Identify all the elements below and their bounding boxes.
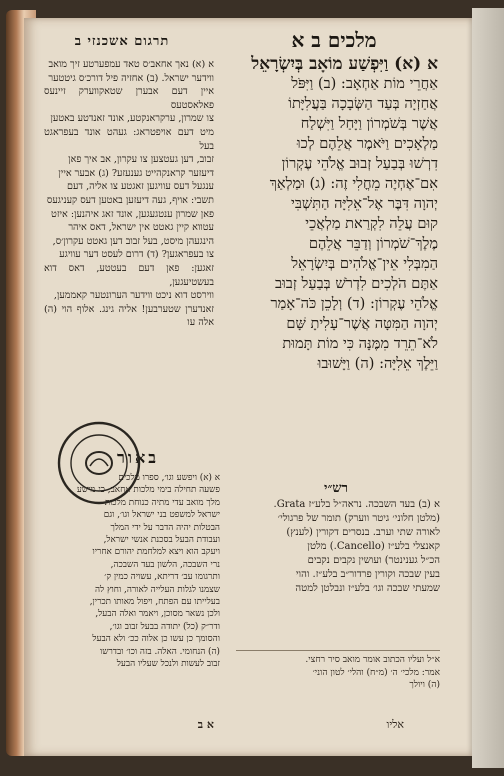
biur-line: נרי השבכה, הלשון בעד השבכה, [110,559,220,570]
footnote-block [236,650,440,692]
catchword: אליו [386,718,404,731]
main-text-line: אִם־אֶחְיֶה מֵחֳלִי זֶה: (ג) וּמַלְאַךְ [269,175,438,192]
biur-line: בעלייתו עם הפתח, ויפול מאותו תכרין, [89,597,220,608]
biur-line: והסומך כן עשו כן אלוה ככ׳ ולא הבעל [92,634,220,645]
biur-line: ודר״ק (כל) יתודה בבעל זבוב וגו׳, [109,621,220,632]
translation-line: תשבי: אויף, געה דיעזען באטען דעס קעניגעס [46,194,214,206]
translation-line: הינגעהן מיסט, בעל זבוב דען גאטט עקרון׳ס, [52,235,214,247]
stamp-inner-ring [71,435,127,491]
main-text-line: אַתֶּם הֹלְכִים לִדְרֹשׁ בְּבַעַל זְבוּב [275,275,438,292]
main-text-line: לֹא־תֵרֵד מִמֶּנָּה כִּי מוֹת תָּמוּת [282,335,438,352]
main-text-column [232,54,438,374]
main-text-line: א (א) וַיִּפְשַׁע מוֹאָב בְּיִשְׂרָאֵל [251,54,438,74]
main-text-line: מֶלֶךְ־שֹׁמְרוֹן וְדַבֵּר אֲלֵהֶם [308,235,438,252]
translation-column [44,58,214,330]
main-text-line: קוּם עֲלֵה לִקְרַאת מַלְאֲכֵי [305,215,438,232]
main-text-line: אֱלֹהֵי עֶקְרוֹן: (ד) וְלָכֵן כֹּה־אָמַר [270,295,438,312]
biur-line: פשעה תחילה בימי מלכות אחאב, כי מישע [76,485,220,496]
biur-line: הבטלות יהיה הדבר על ידי המלך [110,522,220,533]
running-head-main: מלכים ב א [291,28,377,52]
rashi-line: א (ב) בעד השבכה. נראה״ל בלע״ז Grata. [273,499,440,510]
translation-line: צו בעפראגען? (ד) דרום לעסט דער עוויגע [59,249,214,261]
rashi-commentary [236,498,440,596]
translation-line: ענגעל דעס עוויגען זאגטע צו אליה, דעם [67,181,214,193]
main-text-line: אֲחַזְיָה בְּעַד הַשְּׂבָכָה בַּעֲלִיָּתוֹ [288,95,438,112]
translation-line: מיט דעם אויפטראג: געהט אונד בעפראגט בעל [44,126,214,152]
running-head-translation: תרגום אשכנזי ב [74,34,170,49]
rashi-line: בעין שבכה וקורין פרדור״ב בלע״ז. והוי [295,569,440,580]
translation-line: איין דעם אבערן שטאקווערק זיינעס פאלאסטעס [44,86,214,111]
stamp-emblem [86,452,112,474]
translation-line: זאנדערן שטערבען! אליה גינג. אלוף הוי (ה) אלה עו [44,303,214,329]
main-text-line: דִרְשׁוּ בְּבַעַל זְבוּב אֱלֹהֵי עֶקְרוֹן [281,155,438,172]
rashi-line: הכ״ל גענינטר) ועושין נקבים נקבים [307,555,440,566]
translation-line: עטווא קיין גאטט אין ישראל, דאס איהר [68,222,214,234]
main-text-line: הַמִבְּלִי אֵין־אֱלֹהִים בְּיִשְׂרָאֵל [291,255,438,272]
biur-line: זבוב לעשות ולנכל שעליו הבעל [116,659,220,670]
signature-mark: א ב [197,718,214,731]
biur-line: ישראל למשפט בני ישראל וגו׳, וגם [103,510,220,521]
main-text-line: מַלְאָכִים וַיֹּאמֶר אֲלֵהֶם לְכוּ [296,135,438,152]
biur-line: ולכן נשאר מסוכן, ויאמר ואלה הבעל, [95,609,220,620]
main-text-line: יְהוָה הַמִּטָּה אֲשֶׁר־עָלִיתָ שָּׁם [286,315,438,332]
footnote-line: (ה) ויולך [409,680,440,690]
footnote-line: א״ל ועליו הכתוב אומר מואב סיר רחצי. [305,655,440,665]
main-text-line: אַחֲרֵי מוֹת אַחְאָב: (ב) וַיִּפֹּל [291,75,438,92]
biur-line: ותרגומו עב׳ דריתא, עשויה כמין ק׳ [104,572,220,583]
stamp-emblem-mark [90,459,108,466]
rashi-line: קאנצלי בלע״ז (Cancello.) מלטן [307,541,440,552]
biur-line: מלך מואב עדי מתיה כנוחת מלכות [104,497,220,508]
main-text-line: אֲשֶׁר בְּשֹׁמְרוֹן וַיָּחַל וַיִּשְׁלַח [300,115,438,132]
translation-line: ווידער ישראל. (ב) אחזיה פיל דורכ׳ס גיטטער [48,72,214,84]
main-text-line: וַיֵּלֶךְ אֵלִיָּה: (ה) וַיָּשׁוּבוּ [317,355,438,372]
rashi-line: (מלטן חלוני׳ גיטר ווערק) תומר של פרגולי׳ [277,513,440,524]
rashi-line: לאורה שתי וערב. בנסרים דקורין (לענץ) [286,527,440,538]
translation-line: פאן שמרון ענטגעגען, אונד זאג איהנען: איזט [51,208,214,220]
rashi-line: שמעתי שבכה וגו׳ בלע״ז ונבלטן למטה [295,583,440,594]
biur-line: א (א) ויפשע וגו׳, ספרו מלכים [118,473,220,483]
translation-line: זבוב, דען געטצען צו עקרון, אב איך פאן [68,154,214,166]
rashi-heading: רש״י [324,481,348,496]
facing-page-edge [472,8,504,768]
translation-line: א (א) נאך אחאב׳ס טאד עמפערטע זיך מואב [48,59,214,70]
biur-line: (ה) הנחומי. האלה. בזה וכו׳ ובדרשו [99,646,220,657]
translation-line: ווירסט דוא ניכט ווידער הערונטער קאממען, [53,290,214,302]
translation-line: זאגען: פאן דעם בעטטע, דאס דוא בעשטיעגען, [44,262,214,288]
footnote-line: אמר: מלכי׳ ה׳ (מ״ח) והלי׳ לטון הוני׳ [312,667,440,678]
translation-line: צו שמרון, ערקראנקטע, אונד זאנדטע באטען [50,113,214,125]
biur-heading: באור [117,448,159,467]
translation-line: דיעזער קראנקהייט גענעזע? (ג) אבער איין [58,167,214,179]
library-stamp [56,420,142,506]
main-text-line: יְהוָה דִּבֶּר אֶל־אֵלִיָּה הַתִּשְׁבִּי [291,195,438,212]
biur-line: שצמנו לגלות העלייה לאורה, וחוץ לה [94,584,220,595]
biur-line: ויעקב הוא ויצא למלחמת יהורם אחריו [92,547,220,558]
biur-line: ועבודת הבעל בסכנת אנשי ישראל, [103,535,220,546]
